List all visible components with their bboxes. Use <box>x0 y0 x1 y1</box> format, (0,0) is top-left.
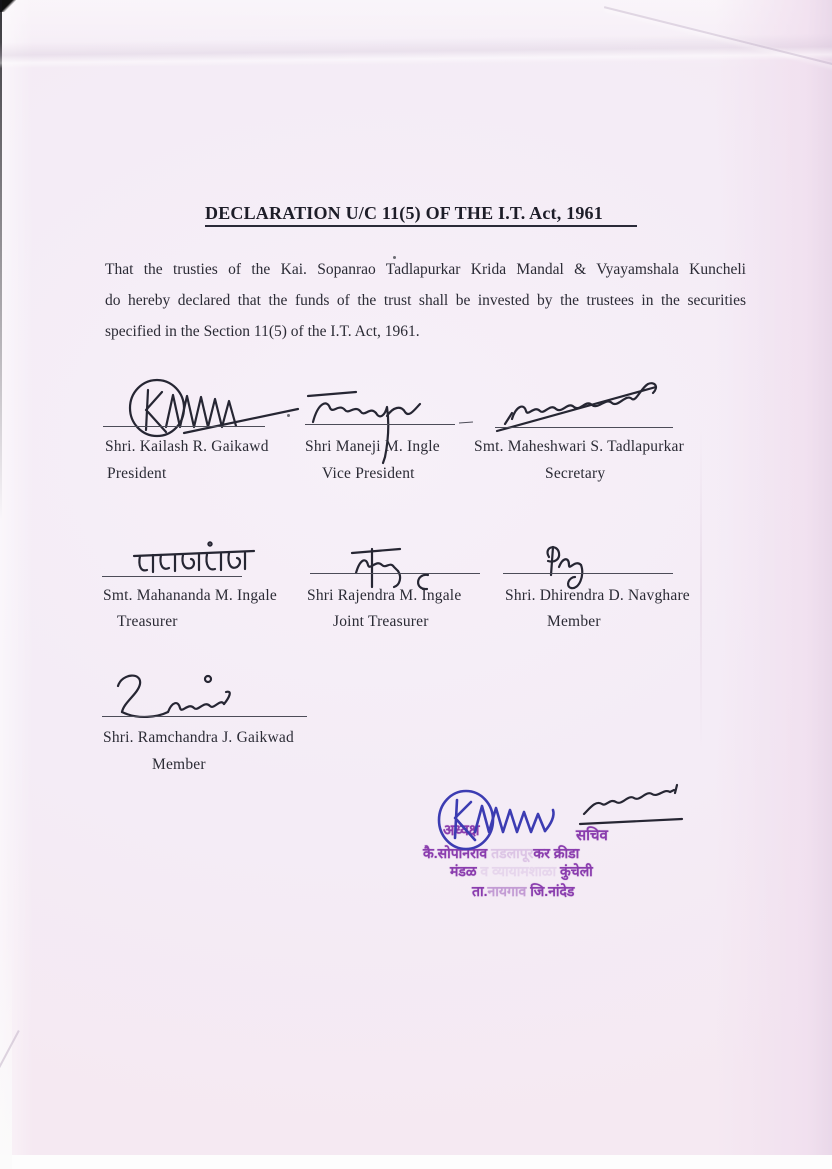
stamp-text-fragment: कुंचेली <box>560 863 593 879</box>
signatory-role: Joint Treasurer <box>333 613 429 630</box>
signatory-role: Vice President <box>322 465 415 482</box>
stamp-text-fragment: जि.नांदेड <box>530 883 575 899</box>
signatory-name: Shri. Dhirendra D. Navghare <box>505 587 690 604</box>
stamp-text-fragment: ता. <box>472 883 488 899</box>
paper-crease-mid-right <box>700 430 702 750</box>
paper-crease-top <box>0 34 832 69</box>
paragraph-line-1: That the trusties of the Kai. Sopanrao Tadlapurkar Krida Mandal & Vyayamshala Kuncheli <box>105 261 746 278</box>
signature-line-vice-president <box>305 424 455 425</box>
signature-line-president <box>103 426 265 427</box>
paragraph-line-3: specified in the Section 11(5) of the I.T. Act, 1961. <box>105 323 420 340</box>
signatory-role: Member <box>547 613 601 630</box>
signatory-role: Secretary <box>545 465 606 482</box>
stamp-text-fragment: मंडळ <box>450 863 481 879</box>
signature-mahananda-ingale <box>128 540 268 585</box>
signatory-name: Shri. Ramchandra J. Gaikwad <box>103 729 294 746</box>
signatory-name: Smt. Mahananda M. Ingale <box>103 587 277 604</box>
signature-stamp-secretary-black <box>570 782 690 832</box>
signature-ramchandra-gaikwad <box>108 668 248 723</box>
scan-edge-top-left <box>0 0 16 12</box>
stamp-text-fragment: कै.सोपानराव <box>423 845 492 861</box>
stamp-president-label: अध्यक्ष <box>443 822 480 839</box>
paper-crease-top-right <box>604 6 832 76</box>
signatory-role: Treasurer <box>117 613 178 630</box>
paragraph-line-2: do hereby declared that the funds of the trust shall be invested by the trustees in the securities <box>105 292 746 309</box>
scan-edge-bottom-left <box>0 939 12 1169</box>
signatory-name: Shri Maneji M. Ingle <box>305 438 440 455</box>
stamp-text-fragment-faded: व व्यायामशाळा <box>480 863 561 879</box>
scan-edge-left <box>0 0 2 520</box>
signature-kailash-gaikawd <box>100 375 330 445</box>
signatory-role: President <box>107 465 167 482</box>
scan-edge-bottom <box>0 1155 832 1169</box>
paper-crease-bottom-left <box>0 1030 20 1169</box>
signature-line-member-2 <box>102 716 307 717</box>
document-title: DECLARATION U/C 11(5) OF THE I.T. Act, 1961 <box>205 203 637 227</box>
signature-stamp-president-blue <box>435 788 570 853</box>
signature-line-secretary <box>495 427 673 428</box>
signatory-name: Smt. Maheshwari S. Tadlapurkar <box>474 438 684 455</box>
signature-line-treasurer <box>102 576 242 577</box>
signature-line-member-1 <box>503 573 673 574</box>
stamp-text-fragment-faded: नायगाव <box>487 883 531 899</box>
signatory-name: Shri. Kailash R. Gaikawd <box>105 438 269 455</box>
paper-speck <box>393 256 396 259</box>
stamp-text-fragment: कर क्रीडा <box>533 845 580 861</box>
stamp-org-line-2 <box>450 862 593 881</box>
stamp-org-line-3 <box>472 882 574 901</box>
stamp-secretary-label: सचिव <box>576 827 608 844</box>
signature-line-joint-treasurer <box>310 573 480 574</box>
stamp-text-fragment-faded: तडलापूर <box>491 845 534 861</box>
signatory-name: Shri Rajendra M. Ingale <box>307 587 462 604</box>
signatory-role: Member <box>152 756 206 773</box>
